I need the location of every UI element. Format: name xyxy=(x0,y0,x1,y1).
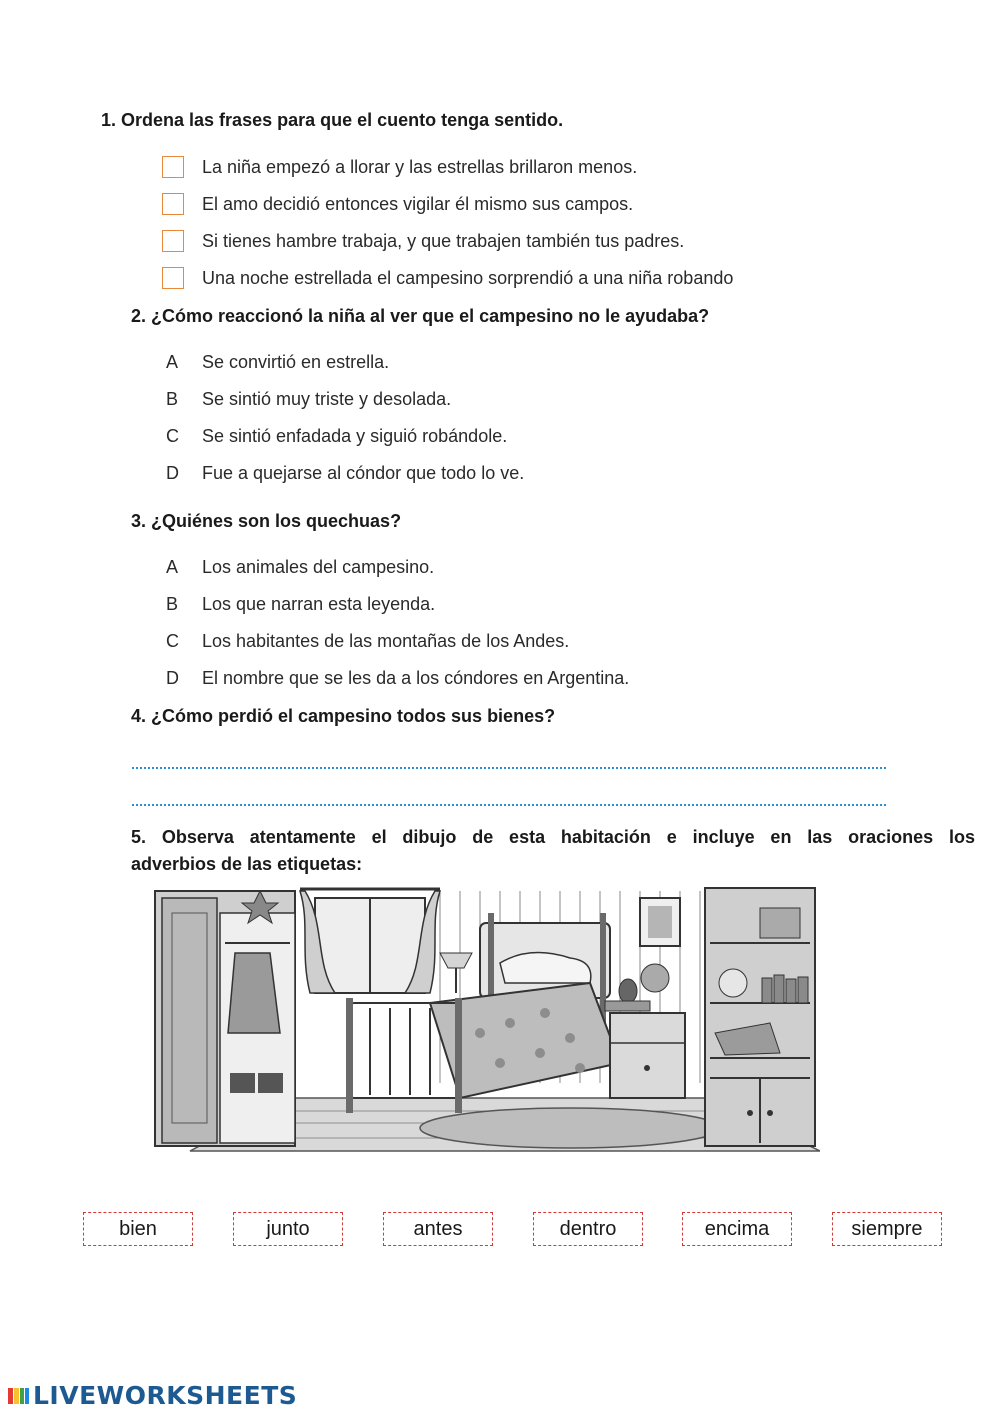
adverb-tag-antes[interactable]: antes xyxy=(383,1212,493,1246)
question-1-title: 1. Ordena las frases para que el cuento tenga sentido. xyxy=(101,110,564,130)
q3-option-c-text[interactable]: Los habitantes de las montañas de los Andes. xyxy=(202,631,570,651)
answer-line-2[interactable] xyxy=(132,804,886,806)
question-5-title-line-1: 5. Observa atentamente el dibujo de esta habitación e incluye en las oraciones los xyxy=(131,827,975,847)
order-input-4[interactable] xyxy=(162,267,184,289)
sentence-4: Una noche estrellada el campesino sorprendió a una niña robando xyxy=(202,268,734,288)
q3-option-d-letter[interactable]: D xyxy=(166,668,179,688)
q3-option-a-letter[interactable]: A xyxy=(166,557,179,577)
question-5-title-line-2: adverbios de las etiquetas: xyxy=(131,854,363,874)
adverb-tag-junto[interactable]: junto xyxy=(233,1212,343,1246)
sentence-1: La niña empezó a llorar y las estrellas brillaron menos. xyxy=(202,157,638,177)
q2-option-b-letter[interactable]: B xyxy=(166,389,179,409)
q2-option-b-text[interactable]: Se sintió muy triste y desolada. xyxy=(202,389,452,409)
q2-option-c-letter[interactable]: C xyxy=(166,426,179,446)
question-3-title: 3. ¿Quiénes son los quechuas? xyxy=(131,511,402,531)
answer-line-1[interactable] xyxy=(132,767,886,769)
order-input-1[interactable] xyxy=(162,156,184,178)
q3-option-a-text[interactable]: Los animales del campesino. xyxy=(202,557,435,577)
adverb-tag-dentro[interactable]: dentro xyxy=(533,1212,643,1246)
order-input-3[interactable] xyxy=(162,230,184,252)
q2-option-a-text[interactable]: Se convirtió en estrella. xyxy=(202,352,390,372)
brand-name: LIVEWORKSHEETS xyxy=(33,1381,298,1410)
q2-option-d-text[interactable]: Fue a quejarse al cóndor que todo lo ve. xyxy=(202,463,525,483)
q3-option-c-letter[interactable]: C xyxy=(166,631,179,651)
adverb-tag-bien[interactable]: bien xyxy=(83,1212,193,1246)
brand-logo[interactable] xyxy=(8,1381,297,1410)
q2-option-c-text[interactable]: Se sintió enfadada y siguió robándole. xyxy=(202,426,508,446)
order-input-2[interactable] xyxy=(162,193,184,215)
q2-option-d-letter[interactable]: D xyxy=(166,463,179,483)
bedroom-illustration xyxy=(150,883,820,1153)
adverb-tag-encima[interactable]: encima xyxy=(682,1212,792,1246)
q3-option-b-letter[interactable]: B xyxy=(166,594,179,614)
question-4-title: 4. ¿Cómo perdió el campesino todos sus bienes? xyxy=(131,706,556,726)
q2-option-a-letter[interactable]: A xyxy=(166,352,179,372)
liveworksheets-logo-icon xyxy=(8,1386,30,1406)
sentence-3: Si tienes hambre trabaja, y que trabajen también tus padres. xyxy=(202,231,685,251)
q3-option-d-text[interactable]: El nombre que se les da a los cóndores en Argentina. xyxy=(202,668,630,688)
q3-option-b-text[interactable]: Los que narran esta leyenda. xyxy=(202,594,436,614)
adverb-tag-siempre[interactable]: siempre xyxy=(832,1212,942,1246)
question-2-title: 2. ¿Cómo reaccionó la niña al ver que el campesino no le ayudaba? xyxy=(131,306,710,326)
sentence-2: El amo decidió entonces vigilar él mismo sus campos. xyxy=(202,194,634,214)
